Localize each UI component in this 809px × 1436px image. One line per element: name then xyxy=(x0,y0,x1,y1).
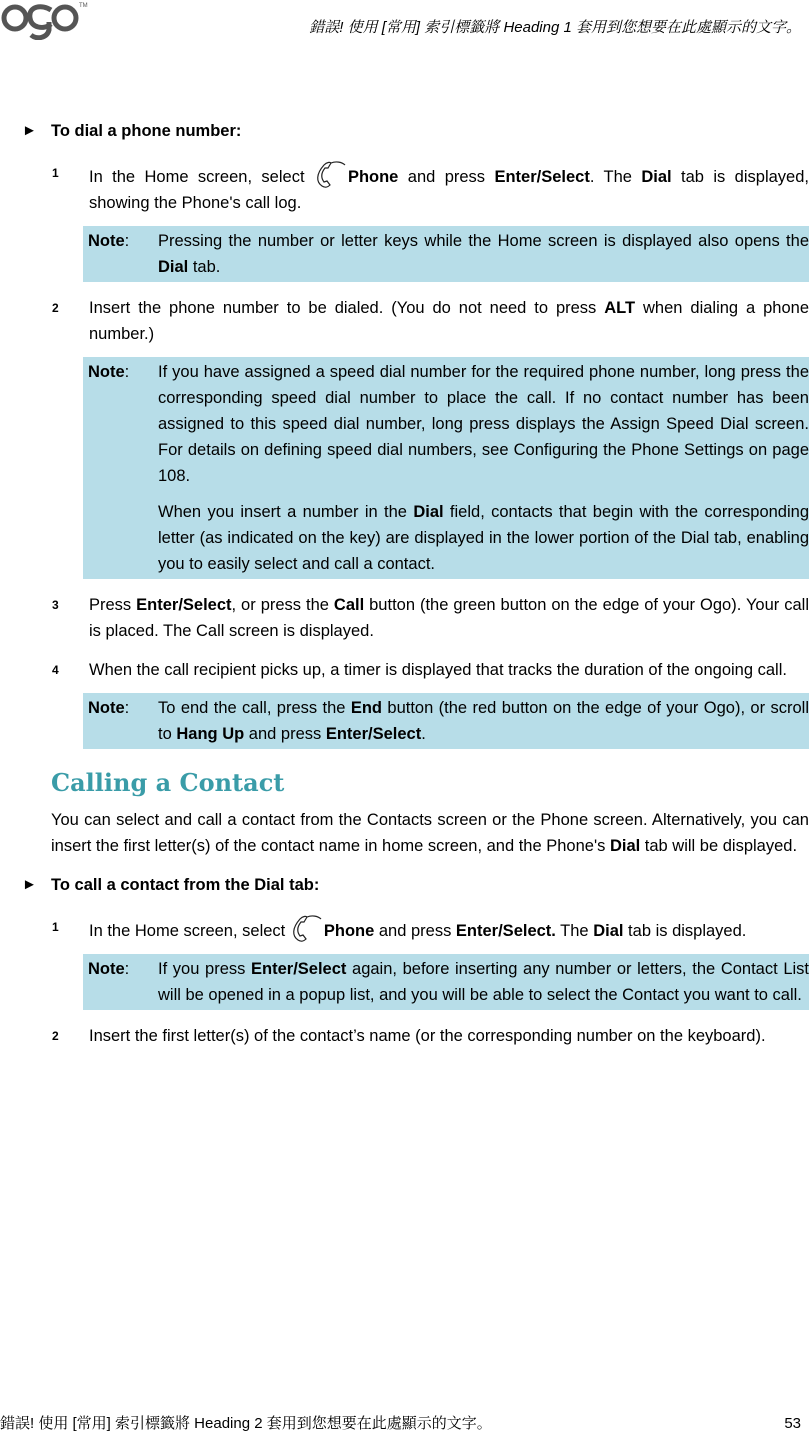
num-text: 1 xyxy=(52,920,59,934)
b-text: Dial xyxy=(158,258,189,276)
d-text: Call xyxy=(333,596,365,614)
e-text: . The xyxy=(589,168,642,186)
bullet-arrow-icon: ► xyxy=(22,876,37,893)
step-3 xyxy=(52,592,809,644)
step-2 xyxy=(52,1023,809,1049)
intro-b-text: Dial xyxy=(609,837,641,855)
a-text: In the Home screen, select xyxy=(89,168,314,186)
c-text: when dialing a phone number.) xyxy=(89,299,809,343)
title-text: To dial a phone number: xyxy=(51,122,242,140)
running-header: 錯誤! 使用 [常用] 索引標籤將 Heading 1 套用到您想要在此處顯示的文字。 xyxy=(309,19,801,36)
p2a-text: When you insert a number in the xyxy=(158,503,414,521)
intro-paragraph xyxy=(51,807,809,859)
c-text: again, before inserting any number or letters, the Contact List will be opened in a popup list, and you will be able to select the Contact you want to call. xyxy=(158,960,809,1004)
label-text: Note xyxy=(88,232,125,250)
note-box xyxy=(83,357,809,579)
page-content xyxy=(0,118,809,1049)
logo-tm-text: TM xyxy=(79,3,88,9)
c-text: and press xyxy=(374,922,456,940)
num-text: 1 xyxy=(52,166,59,180)
ogo-logo xyxy=(0,0,92,48)
a-text: Insert the phone number to be dialed. (You do not need to press xyxy=(89,299,605,317)
step-4 xyxy=(52,657,809,683)
num-text: 4 xyxy=(52,663,59,677)
d-text: Enter/Select xyxy=(494,168,590,186)
e-text: and press xyxy=(244,725,326,743)
a-text: Insert the first letter(s) of the contact’s name (or the corresponding number on the keyboard). xyxy=(89,1027,766,1045)
note-box xyxy=(83,226,809,282)
title-text: To call a contact from the Dial tab: xyxy=(51,876,320,894)
f-text: Dial xyxy=(641,168,672,186)
note-box xyxy=(83,693,809,749)
num-text: 2 xyxy=(52,301,59,315)
bullet-arrow-icon: ► xyxy=(22,122,37,139)
b-text: Enter/Select xyxy=(251,960,347,978)
step-2 xyxy=(52,295,809,347)
sep-text: : xyxy=(124,232,130,250)
a-text: In the Home screen, select xyxy=(89,922,290,940)
intro-c-text: tab will be displayed. xyxy=(640,837,798,855)
p1-text: If you have assigned a speed dial number for the required phone number, long press the corresponding speed dial number to place the call. If no contact number has been assigned to this speed dial number, long press displays the Assign Speed Dial screen. For details on defining speed dial numbers, see Configuring the Phone Settings on page 108. xyxy=(158,363,809,485)
f-text: Enter/Select xyxy=(325,725,422,743)
f-text: Dial xyxy=(593,922,624,940)
a-text: To end the call, press the xyxy=(158,699,351,717)
page-number: 53 xyxy=(784,1415,801,1432)
num-text: 3 xyxy=(52,598,59,612)
procedure-title-dial xyxy=(0,118,809,144)
a-text: Press xyxy=(89,596,137,614)
running-footer: 錯誤! 使用 [常用] 索引標籤將 Heading 2 套用到您想要在此處顯示的文字。 xyxy=(0,1415,492,1432)
c-text: tab. xyxy=(188,258,221,276)
label-text: Note xyxy=(88,960,125,978)
intro-a-text: You can select and call a contact from the Contacts screen or the Phone screen. Alternatively, you can insert the first letter(s) of the contact name in home screen, and the Phone's xyxy=(51,811,809,855)
d-text: Enter/Select. xyxy=(455,922,556,940)
phone-handset-icon xyxy=(290,914,324,944)
a-text: If you press xyxy=(158,960,252,978)
a-text: Pressing the number or letter keys while the Home screen is displayed also opens the xyxy=(158,232,809,250)
section-heading: Calling a Contact xyxy=(51,768,285,797)
g-text: . xyxy=(421,725,426,743)
note-box xyxy=(83,954,809,1010)
label-text: Note xyxy=(88,699,125,717)
phone-handset-icon xyxy=(314,160,348,190)
c-text: and press xyxy=(398,168,495,186)
g-text: tab is displayed, showing the Phone's call log. xyxy=(89,168,809,212)
a-text: When the call recipient picks up, a timer is displayed that tracks the duration of the ongoing call. xyxy=(89,661,787,679)
step-1 xyxy=(52,160,809,216)
b-text: Phone xyxy=(347,168,399,186)
d-text: Hang Up xyxy=(176,725,245,743)
sep-text: : xyxy=(124,363,130,381)
step-1 xyxy=(52,914,809,944)
b-text: Phone xyxy=(323,922,375,940)
label-text: Note xyxy=(88,363,125,381)
sep-text: : xyxy=(124,699,130,717)
c-text: , or press the xyxy=(231,596,334,614)
b-text: ALT xyxy=(604,299,636,317)
g-text: tab is displayed. xyxy=(623,922,747,940)
p2b-text: Dial xyxy=(413,503,444,521)
procedure-title-contact xyxy=(0,872,809,898)
e-text: The xyxy=(555,922,594,940)
b-text: End xyxy=(350,699,383,717)
p2c-text: field, contacts that begin with the corresponding letter (as indicated on the key) are displayed in the lower portion of the Dial tab, enabling you to easily select and call a contact. xyxy=(158,503,809,573)
sep-text: : xyxy=(124,960,130,978)
c-text: button (the red button on the edge of your Ogo), or scroll to xyxy=(158,699,809,743)
e-text: button (the green button on the edge of your Ogo). Your call is placed. The Call screen is displayed. xyxy=(89,596,809,640)
num-text: 2 xyxy=(52,1029,59,1043)
b-text: Enter/Select xyxy=(136,596,232,614)
